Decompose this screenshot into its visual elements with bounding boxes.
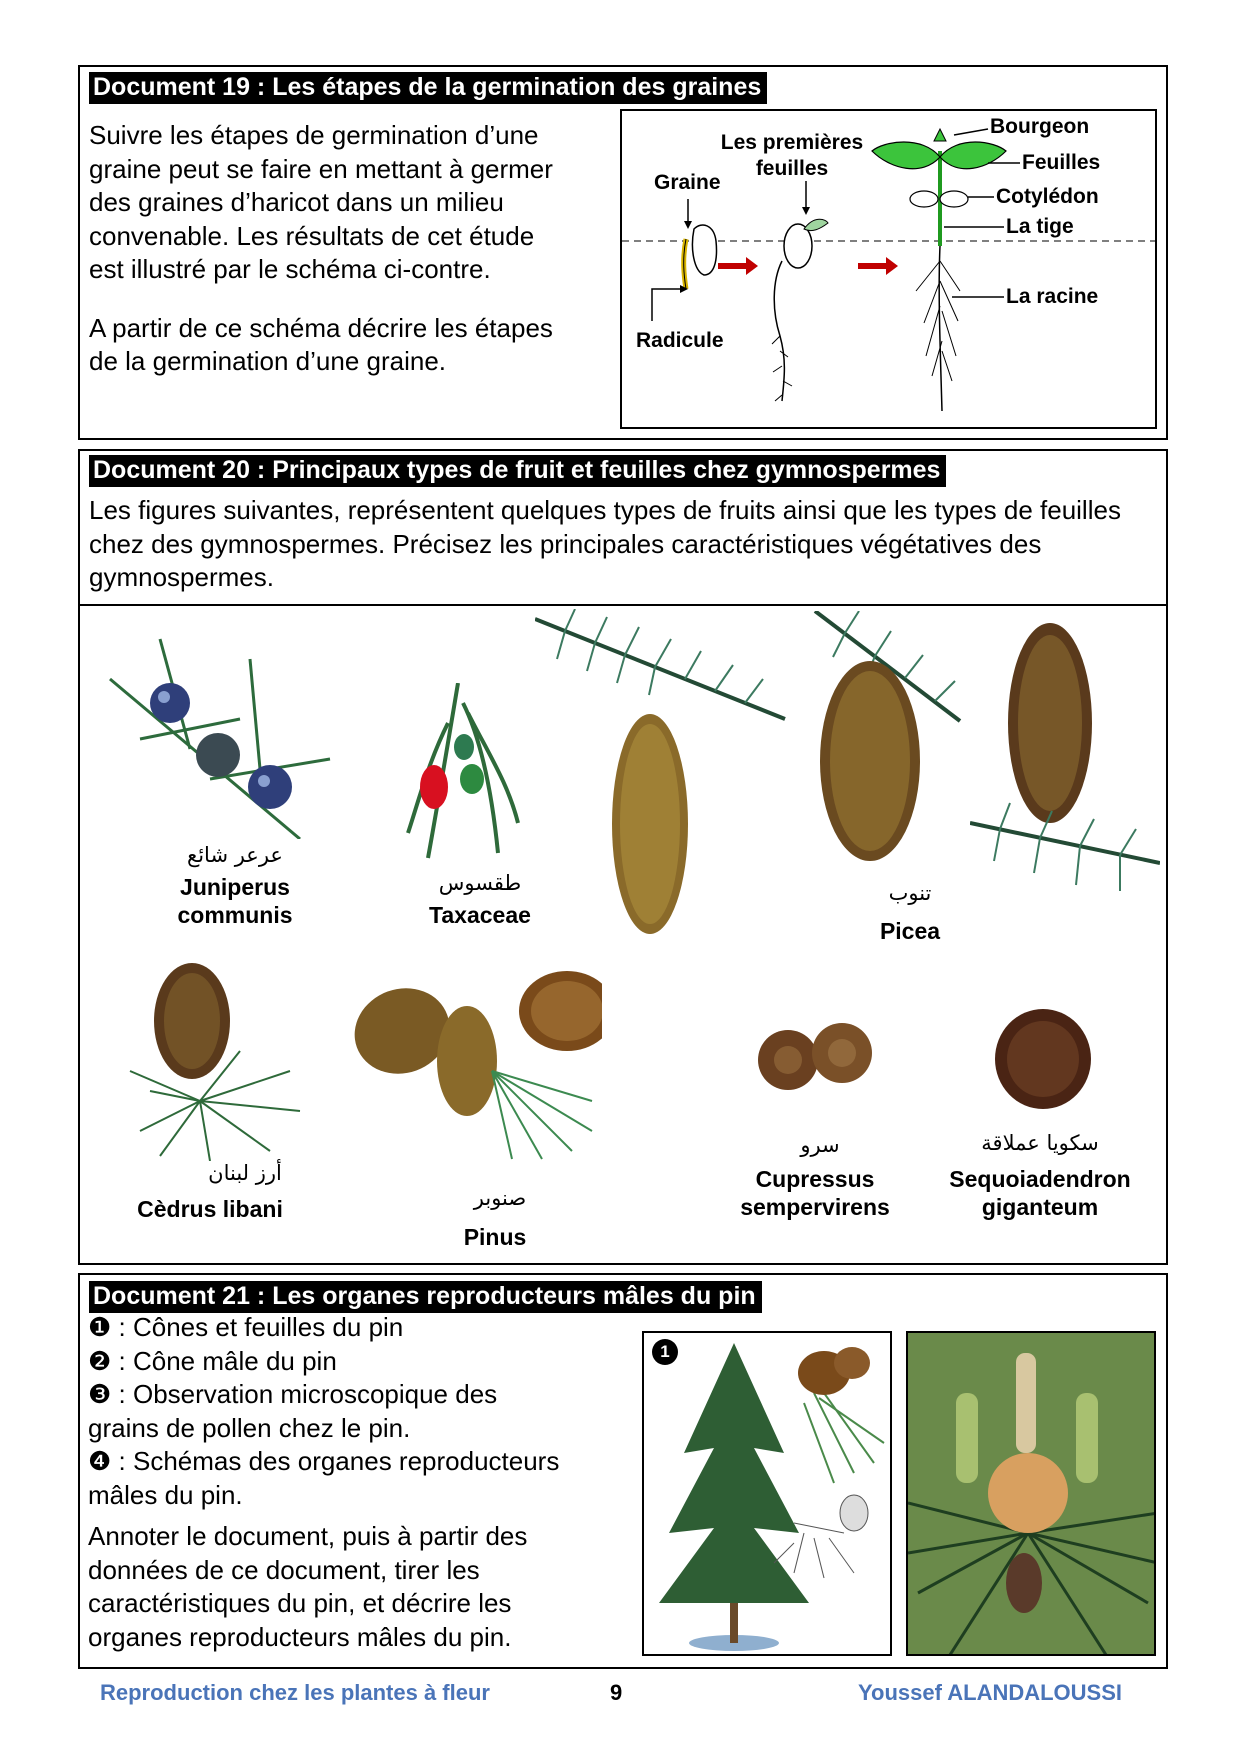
- pinus-latin: Pinus: [463, 1224, 527, 1250]
- bourgeon-pointer: [954, 129, 988, 135]
- doc21-item-3: ❸ : Observation microscopique des grains de pollen chez le pin.: [88, 1379, 498, 1443]
- sequoia-illustration: [988, 1007, 1098, 1117]
- red-arrow-2: [858, 257, 898, 275]
- doc19-text: [89, 119, 567, 379]
- label-radicule: Radicule: [636, 329, 724, 352]
- taxaceae-illustration: [388, 683, 528, 863]
- doc21-item-4: ❹ : Schémas des organes reproducteurs mâles du pin.: [88, 1446, 560, 1510]
- document-21: [78, 1273, 1168, 1669]
- radicule-pointer: [652, 289, 680, 321]
- seed-stage-2: [772, 219, 828, 401]
- cedrus-arabic: أرز لبنان: [208, 1161, 282, 1185]
- label-tige: La tige: [1006, 215, 1074, 238]
- picea-cone-1-illustration: [535, 609, 795, 939]
- pine-tree-photo: [642, 1331, 892, 1656]
- sequoia-arabic: سكويا عملاقة: [981, 1131, 1099, 1155]
- cupressus-illustration: [752, 1015, 882, 1095]
- doc20-intro: Les figures suivantes, représentent quelques types de fruits ainsi que les types de feuilles chez des gymnospermes. Précisez les principales caractéristiques végétatives des gymnospermes.: [89, 495, 1121, 592]
- juniperus-latin: Juniperus communis: [177, 874, 293, 928]
- doc21-instruction: Annoter le document, puis à partir des données de ce document, tirer les caractéristiques du pin, et décrire les organes reproducteurs mâles du pin.: [88, 1521, 528, 1652]
- cedrus-latin: Cèdrus libani: [137, 1196, 283, 1222]
- doc21-item-1: ❶ : Cônes et feuilles du pin: [88, 1312, 404, 1342]
- cedrus-illustration: [120, 961, 310, 1161]
- document-19: [78, 65, 1168, 440]
- doc21-title: Document 21 : Les organes reproducteurs mâles du pin: [89, 1281, 762, 1313]
- doc19-para2: A partir de ce schéma décrire les étapes de la germination d’une graine.: [89, 312, 553, 376]
- pinus-arabic: صنوبر: [473, 1186, 527, 1210]
- male-cone-photo: [906, 1331, 1156, 1656]
- doc19-title: Document 19 : Les étapes de la germination des graines: [89, 72, 767, 104]
- label-bourgeon: Bourgeon: [990, 115, 1090, 138]
- picea-latin: Picea: [879, 918, 941, 944]
- footer-page-number: 9: [610, 1680, 623, 1705]
- sequoia-latin: Sequoiadendron giganteum: [949, 1166, 1131, 1220]
- footer-course-title: Reproduction chez les plantes à fleur: [100, 1680, 490, 1705]
- pinus-illustration: [342, 961, 602, 1161]
- fir-cone-illustration: [970, 623, 1160, 893]
- label-cotyledon: Cotylédon: [996, 185, 1099, 208]
- germination-diagram: [620, 109, 1157, 429]
- cupressus-arabic: سرو: [800, 1133, 840, 1157]
- picea-arabic: تنوب: [888, 881, 932, 905]
- label-graine: Graine: [654, 171, 721, 194]
- doc21-item-2: ❷ : Cône mâle du pin: [88, 1345, 337, 1376]
- pine-tree-drawing: [644, 1333, 892, 1656]
- doc21-text: [88, 1311, 568, 1654]
- doc19-para1: Suivre les étapes de germination d’une graine peut se faire en mettant à germer des graines d’haricot dans un milieu convenable. Les résultats de cet étude est illustré par le schéma ci-contre.: [89, 120, 553, 284]
- juniperus-arabic: عرعر شائع: [187, 843, 283, 867]
- doc20-title: Document 20 : Principaux types de fruit et feuilles chez gymnospermes: [89, 455, 946, 487]
- document-20: [78, 449, 1168, 1265]
- label-racine: La racine: [1006, 285, 1099, 308]
- taxaceae-arabic: طقسوس: [438, 871, 522, 895]
- doc20-divider: [80, 604, 1166, 606]
- photo1-number-badge: 1: [652, 1339, 678, 1365]
- label-premieres-feuilles: Les premières feuilles: [720, 131, 864, 180]
- cupressus-latin: Cupressus sempervirens: [740, 1166, 890, 1220]
- male-cone-drawing: [908, 1333, 1156, 1656]
- taxaceae-latin: Taxaceae: [429, 902, 531, 928]
- footer-author: Youssef ALANDALOUSSI: [858, 1680, 1123, 1705]
- red-arrow-1: [718, 257, 758, 275]
- picea-cone-2-illustration: [795, 611, 965, 871]
- juniperus-illustration: [100, 629, 340, 839]
- label-feuilles: Feuilles: [1022, 151, 1101, 174]
- seed-stage-1: [684, 225, 717, 289]
